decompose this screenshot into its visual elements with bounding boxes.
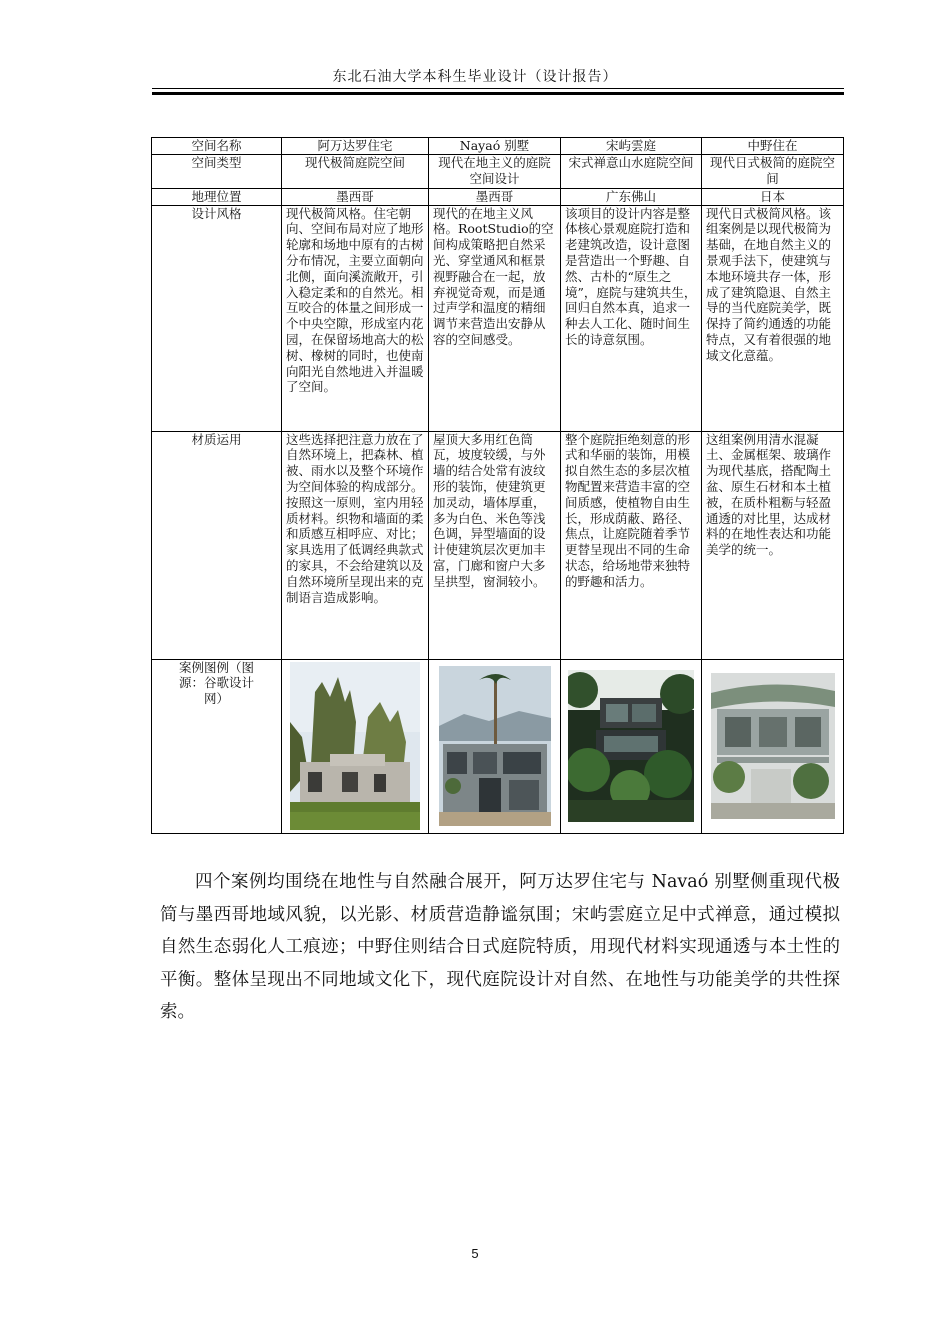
summary-paragraph: 四个案例均围绕在地性与自然融合展开，阿万达罗住宅与 Navaó 别墅侧重现代极简与墨西哥地域风貌，以光影、材质营造静谧氛围；宋屿雲庭立足中式禅意，通过模拟自然生态弱化人工痕迹；中野住则结合日式庭院特质，用现代材料实现通透与本土性的平衡。整体呈现出不同地域文化下，现代庭院设计对自然、在地性与功能美学的共性探索。 — [160, 872, 840, 1022]
case-3-name: 宋屿雲庭 — [561, 138, 702, 155]
case-1-location: 墨西哥 — [282, 188, 429, 205]
table-row-location — [152, 188, 844, 205]
case-2-material: 屋顶大多用红色筒瓦，坡度较缓，与外墙的结合处常有波纹形的装饰，使建筑更加灵动，墙体厚重，多为白色、米色等浅色调，异型墙面的设计使建筑层次更加丰富，门廊和窗户大多呈拱型，窗洞较小。 — [429, 431, 561, 659]
row-label-material: 材质运用 — [152, 431, 282, 659]
table-row-material — [152, 431, 844, 659]
case-comparison-table — [151, 137, 844, 834]
page-header-title: 东北石油大学本科生毕业设计（设计报告） — [332, 69, 618, 85]
case-2-image-cell — [429, 659, 561, 833]
row-label-location: 地理位置 — [152, 188, 282, 205]
header-rule-thick — [152, 92, 844, 95]
table-row-type — [152, 154, 844, 188]
case-1-photo — [290, 662, 420, 830]
case-3-location: 广东佛山 — [561, 188, 702, 205]
case-2-name: Nayaó 别墅 — [429, 138, 561, 155]
table-row-style — [152, 205, 844, 431]
table-row-name — [152, 138, 844, 155]
case-2-photo — [439, 666, 551, 826]
case-3-type: 宋式禅意山水庭院空间 — [561, 154, 702, 188]
case-4-type: 现代日式极简的庭院空间 — [702, 154, 844, 188]
case-1-material: 这些选择把注意力放在了自然环境上，把森林、植被、雨水以及整个环境作为空间体验的构成部分。按照这一原则，室内用轻质材料。织物和墙面的柔和质感互相呼应、对比；家具选用了低调经典款式的家具，不会给建筑以及自然环境所呈现出来的克制语言造成影响。 — [282, 431, 429, 659]
table-row-images — [152, 659, 844, 833]
case-1-style: 现代极简风格。住宅朝向、空间布局对应了地形轮廓和场地中原有的古树分布情况，主要立面朝向北侧，面向溪流敞开，引入稳定柔和的自然光。相互咬合的体量之间形成一个中央空隙，形成室内花园，在保留场地高大的松树、橡树的同时，也使南向阳光自然地进入并温暖了空间。 — [282, 205, 429, 431]
case-3-image-cell — [561, 659, 702, 833]
row-label-name: 空间名称 — [152, 138, 282, 155]
case-2-style: 现代的在地主义风格。RootStudio的空间构成策略把自然采光、穿堂通风和框景视野融合在一起，放弃视觉奇观，而是通过声学和温度的精细调节来营造出安静从容的空间感受。 — [429, 205, 561, 431]
case-4-style: 现代日式极简风格。该组案例是以现代极简为基础，在地自然主义的景观手法下，使建筑与本地环境共存一体，形成了建筑隐退、自然主导的当代庭院美学，既保持了简约通透的功能特点，又有着很强的地域文化意蕴。 — [702, 205, 844, 431]
case-3-material: 整个庭院拒绝刻意的形式和华丽的装饰，用模拟自然生态的多层次植物配置来营造丰富的空间质感，使植物自由生长，形成荫蔽、路径、焦点，让庭院随着季节更替呈现出不同的生命状态，给场地带来独特的野趣和活力。 — [561, 431, 702, 659]
case-4-material: 这组案例用清水混凝土、金属框架、玻璃作为现代基底，搭配陶土盆、原生石材和本土植被，在质朴粗粝与轻盈通透的对比里，达成材料的在地性表达和功能美学的统一。 — [702, 431, 844, 659]
case-1-type: 现代极简庭院空间 — [282, 154, 429, 188]
case-2-location: 墨西哥 — [429, 188, 561, 205]
row-label-style: 设计风格 — [152, 205, 282, 431]
case-1-name: 阿万达罗住宅 — [282, 138, 429, 155]
case-2-type: 现代在地主义的庭院空间设计 — [429, 154, 561, 188]
case-3-photo — [568, 670, 694, 822]
case-3-style: 该项目的设计内容是整体核心景观庭院打造和老建筑改造，设计意图是营造出一个野趣、自然、古朴的“原生之境”，庭院与建筑共生，回归自然本真，追求一种去人工化、随时间生长的诗意氛围。 — [561, 205, 702, 431]
row-label-type: 空间类型 — [152, 154, 282, 188]
case-1-image-cell — [282, 659, 429, 833]
case-4-image-cell — [702, 659, 844, 833]
row-label-images: 案例图例（图源：谷歌设计网） — [152, 659, 282, 833]
case-4-location: 日本 — [702, 188, 844, 205]
header-rule-thin — [152, 88, 844, 89]
case-4-photo — [711, 673, 835, 819]
page-number: 5 — [471, 1246, 479, 1261]
case-4-name: 中野住在 — [702, 138, 844, 155]
